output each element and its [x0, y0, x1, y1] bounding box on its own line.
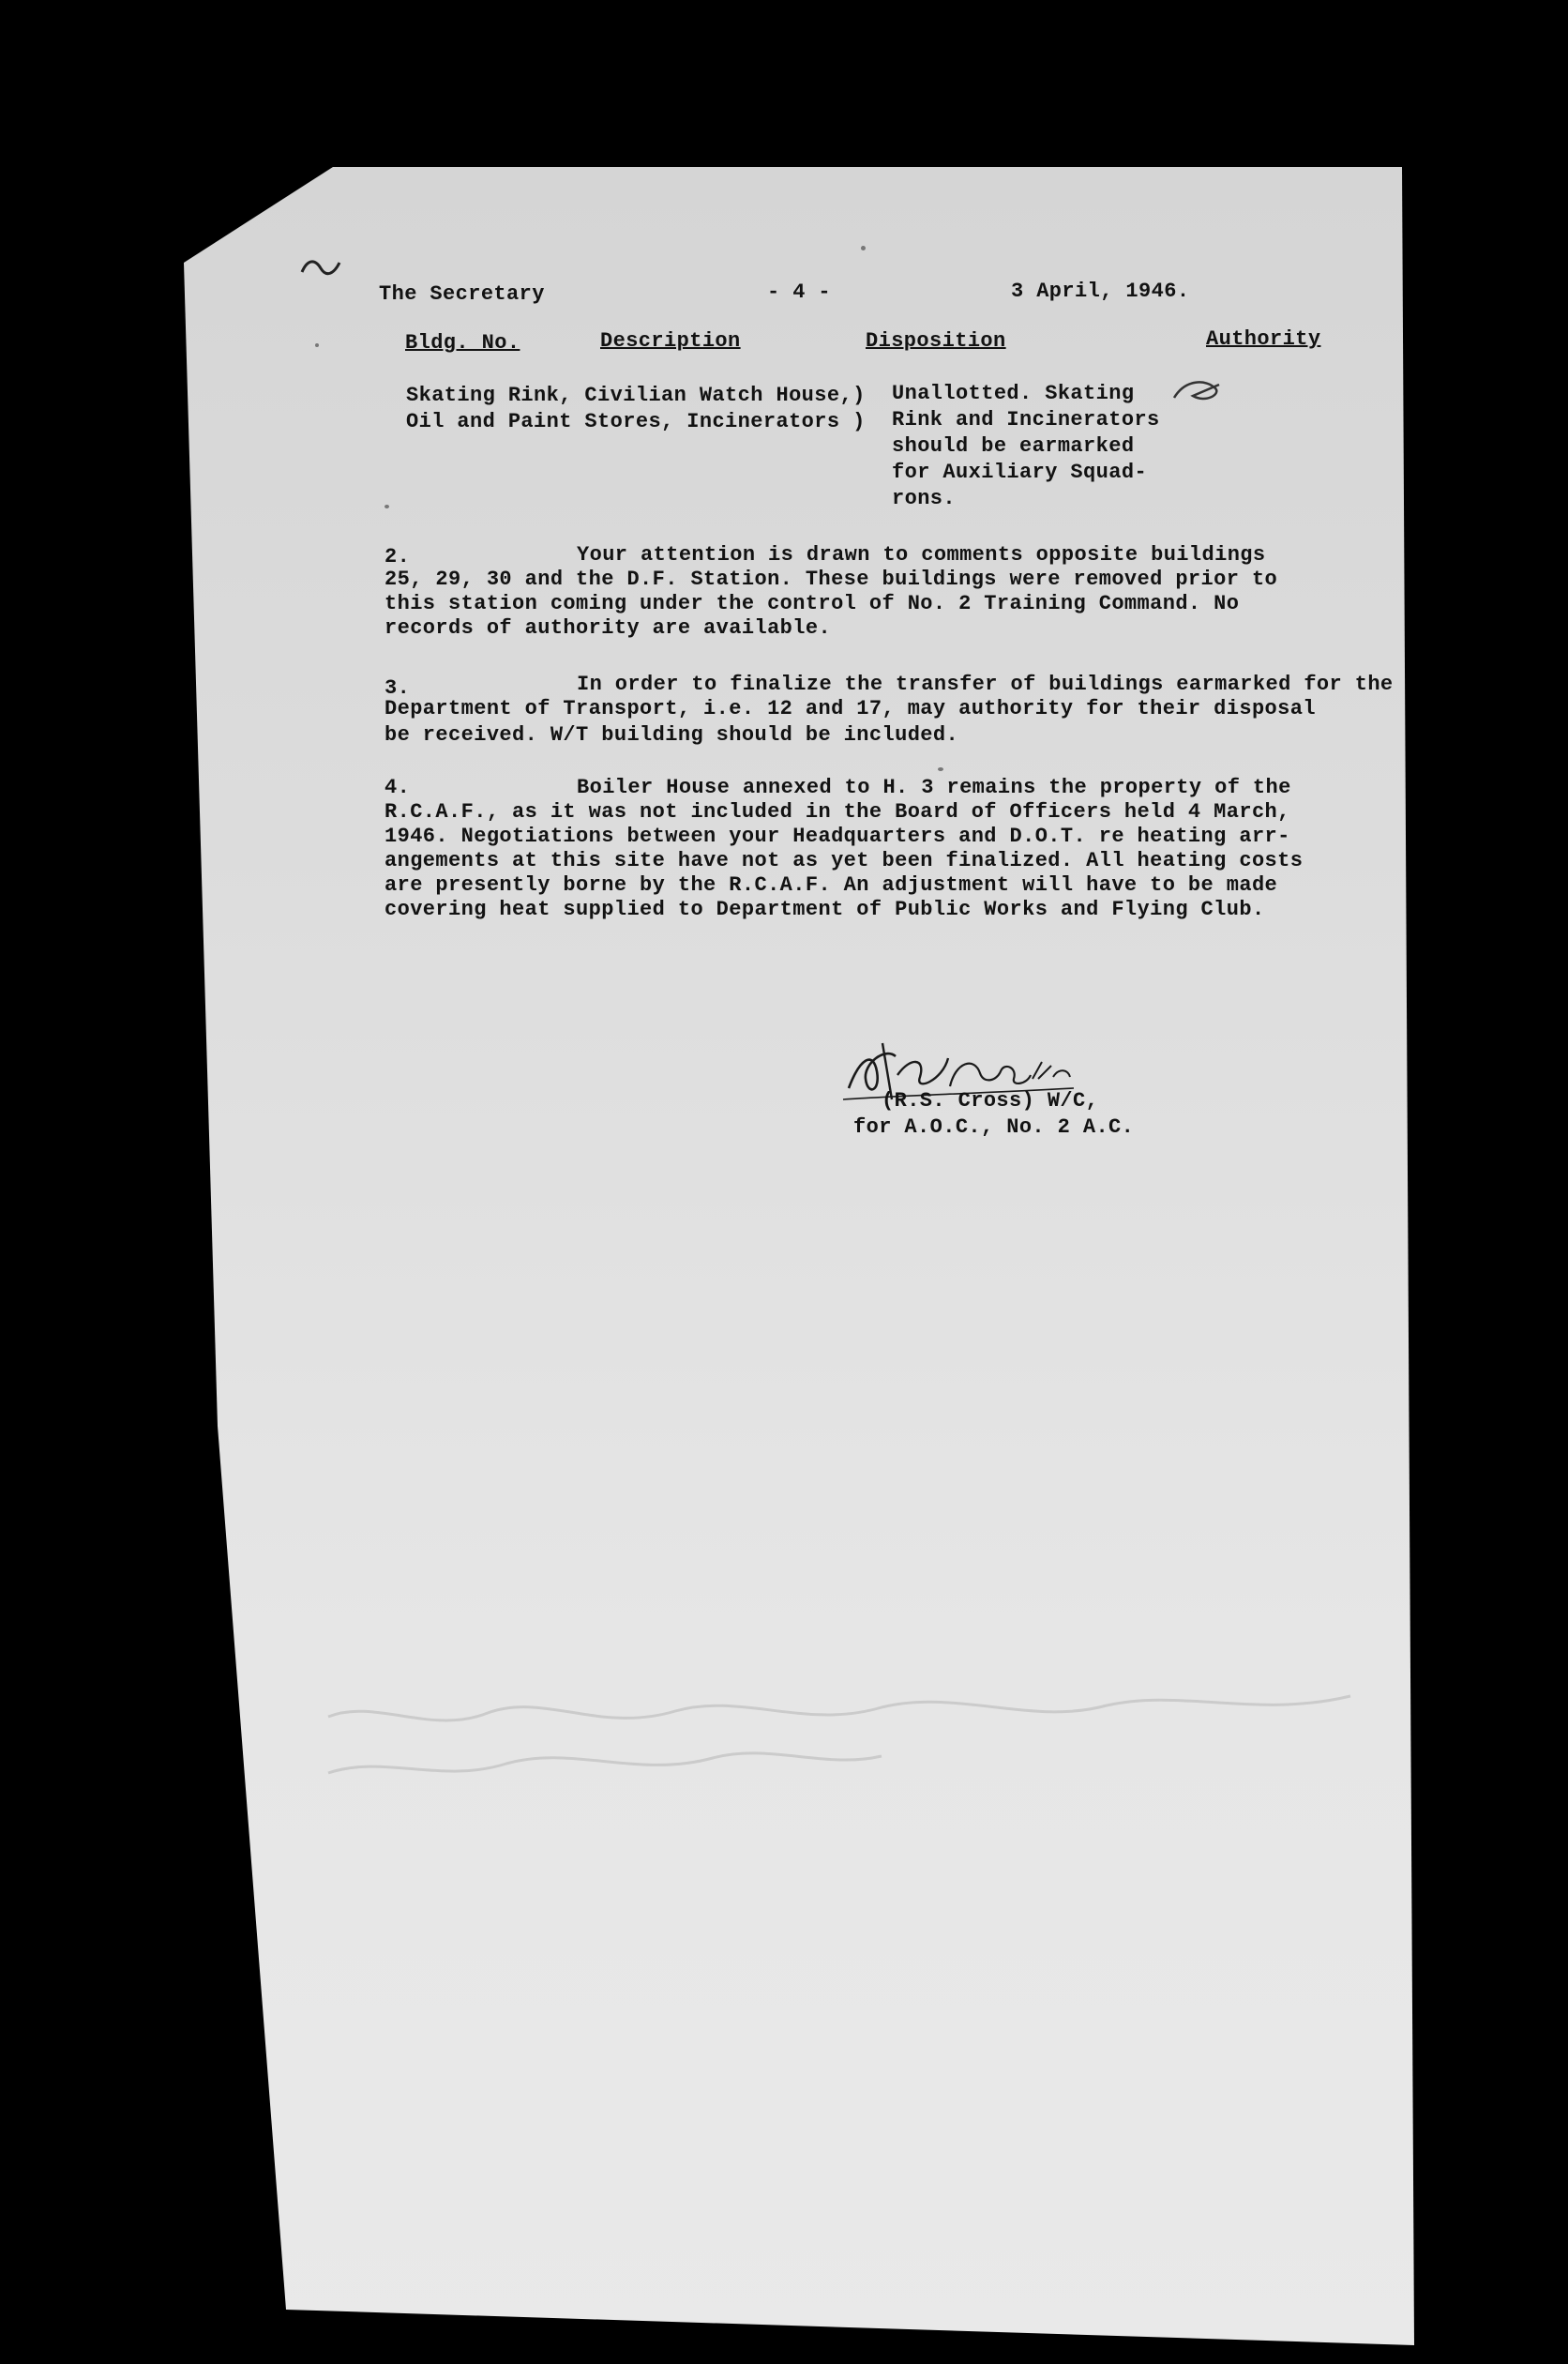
signature-name: (R.S. Cross) W/C,	[882, 1089, 1099, 1113]
paper-speck	[861, 246, 866, 250]
table-row-disposition: should be earmarked	[892, 434, 1135, 458]
paragraph-line: covering heat supplied to Department of Public Works and Flying Club.	[384, 898, 1265, 921]
handwritten-tick-mark	[298, 253, 343, 283]
handwritten-authority-mark	[1168, 375, 1225, 409]
paragraph-line: 1946. Negotiations between your Headquarters and D.O.T. re heating arr-	[384, 825, 1290, 848]
paper-speck	[938, 767, 943, 771]
table-row-disposition: Unallotted. Skating	[892, 382, 1135, 405]
paragraph-number: 2.	[384, 545, 411, 568]
column-header-description: Description	[600, 329, 741, 353]
header-date: 3 April, 1946.	[1011, 280, 1190, 303]
paragraph-line: this station coming under the control of No. 2 Training Command. No	[384, 592, 1240, 615]
table-row-disposition: Rink and Incinerators	[892, 408, 1160, 432]
table-row-disposition: for Auxiliary Squad-	[892, 461, 1148, 484]
paragraph-line: R.C.A.F., as it was not included in the Board of Officers held 4 March,	[384, 800, 1290, 824]
table-row-disposition: rons.	[892, 487, 957, 510]
paragraph-line: angements at this site have not as yet been finalized. All heating costs	[384, 849, 1304, 872]
table-row-description: Skating Rink, Civilian Watch House,)	[406, 384, 866, 407]
paragraph-number: 4.	[384, 776, 411, 799]
paragraph-line: Boiler House annexed to H. 3 remains the property of the	[577, 776, 1291, 799]
table-row-description: Oil and Paint Stores, Incinerators )	[406, 410, 866, 433]
faint-pencil-annotation	[319, 1679, 1369, 1801]
paragraph-line: Your attention is drawn to comments opposite buildings	[577, 543, 1266, 567]
paragraph-line: Department of Transport, i.e. 12 and 17, may authority for their disposal	[384, 697, 1316, 720]
signature-for-line: for A.O.C., No. 2 A.C.	[853, 1115, 1135, 1139]
page-number: - 4 -	[767, 280, 832, 304]
paragraph-line: be received. W/T building should be included.	[384, 723, 959, 747]
paper-speck	[315, 343, 319, 347]
paragraph-number: 3.	[384, 676, 411, 700]
column-header-disposition: Disposition	[866, 329, 1006, 353]
column-header-authority: Authority	[1206, 327, 1321, 351]
paper-speck	[384, 505, 389, 508]
paragraph-line: In order to finalize the transfer of buildings earmarked for the	[577, 673, 1394, 696]
header-addressee: The Secretary	[379, 282, 545, 306]
column-header-bldg-no: Bldg. No.	[405, 331, 520, 355]
paragraph-line: 25, 29, 30 and the D.F. Station. These buildings were removed prior to	[384, 568, 1278, 591]
paragraph-line: are presently borne by the R.C.A.F. An adjustment will have to be made	[384, 873, 1278, 897]
paragraph-line: records of authority are available.	[384, 616, 832, 640]
